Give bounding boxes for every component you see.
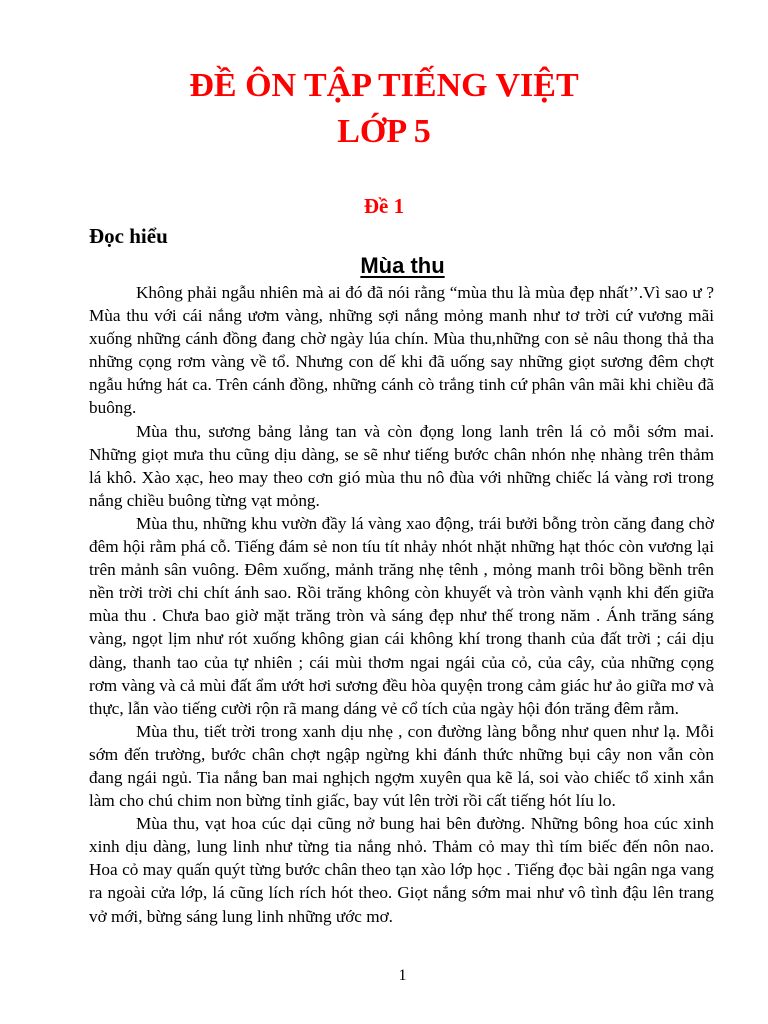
- passage-body: [89, 281, 714, 928]
- passage-paragraph-1: Không phải ngẫu nhiên mà ai đó đã nói rằng “mùa thu là mùa đẹp nhất’’.Vì sao ư ? Mùa thu với cái nắng ươm vàng, những sợi nắng mỏng manh như tơ trời cứ vương mãi xuống những cánh đồng đang chờ ngày lúa chín. Mùa thu,những con sẻ nâu thong thả tha những cọng rơm vàng về tổ. Nhưng con dế khi đã uống say những giọt sương đêm chợt ngẫu hứng hát ca. Trên cánh đồng, những cánh cò trắng tinh cứ phân vân mãi khi chiều đã buông.: [89, 283, 714, 418]
- passage-paragraph-4: Mùa thu, tiết trời trong xanh dịu nhẹ , con đường làng bỗng như quen như lạ. Mỗi sớm đến trường, bước chân chợt ngập ngừng khi đánh thức những bụi cây non vẫn còn đang ngái ngủ. Tia nắng ban mai nghịch ngợm xuyên qua kẽ lá, soi vào chiếc tổ xinh xắn làm cho chú chim non bừng tỉnh giấc, bay vút lên trời rồi cất tiếng hót líu lo.: [89, 721, 714, 811]
- passage-paragraph-3: Mùa thu, những khu vườn đầy lá vàng xao động, trái bưởi bỗng tròn căng đang chờ đêm hội rằm phá cỗ. Tiếng đám sẻ non tíu tít nhảy nhót nhặt những hạt thóc còn vương lại trên mảnh sân vuông. Đêm xuống, mảnh trăng nhẹ tênh , mỏng manh trôi bồng bềnh trên nền trời trời chi chít ánh sao. Rồi trăng không còn khuyết và tròn vành vạnh khi đến giữa mùa thu . Chưa bao giờ mặt trăng tròn và sáng đẹp như thế trong năm . Ánh trăng sáng vàng, ngọt lịm như rót xuống không gian cái không khí trong thanh của đất trời ; cái dịu dàng, thanh tao của tự nhiên ; cái mùi thơm ngai ngái của cỏ, của cây, của những cọng rơm vàng và cả mùi đất ẩm ướt hơi sương đều hòa quyện trong cảm giác hư ảo giữa mơ và thực, lẫn vào tiếng cười rộn rã mang dáng vẻ cổ tích của ngày hội đón trăng đêm rằm.: [89, 513, 714, 718]
- document-title-line-2: LỚP 5: [337, 113, 431, 150]
- document-title-line-1: ĐỀ ÔN TẬP TIẾNG VIỆT: [189, 67, 579, 104]
- section-heading-reading: Đọc hiểu: [89, 224, 168, 248]
- passage-title: Mùa thu: [360, 253, 445, 278]
- page-number: 1: [398, 967, 407, 984]
- passage-paragraph-2: Mùa thu, sương bảng lảng tan và còn đọng long lanh trên lá cỏ mỗi sớm mai. Những giọt mưa thu cũng dịu dàng, se sẽ như tiếng bước chân nhón nhẹ nhàng trên thảm lá khô. Xào xạc, heo may theo cơn gió mùa thu nô đùa với những chiếc lá vàng rơi trong nắng chiều buông từng vạt mỏng.: [89, 421, 714, 510]
- passage-paragraph-5: Mùa thu, vạt hoa cúc dại cũng nở bung hai bên đường. Những bông hoa cúc xinh xinh dịu dàng, lung linh như từng tia nắng nhỏ. Thảm cỏ may thì tím biếc đến nôn nao. Hoa cỏ may quấn quýt từng bước chân theo tạn xào lớp học . Tiếng đọc bài ngân nga vang ra ngoài cửa lớp, lá cũng lích rích hót theo. Giọt nắng sớm mai như vô tình đậu lên trang vở mới, bừng sáng lung linh những ước mơ.: [89, 814, 714, 926]
- exam-number-label: Đề 1: [363, 194, 405, 218]
